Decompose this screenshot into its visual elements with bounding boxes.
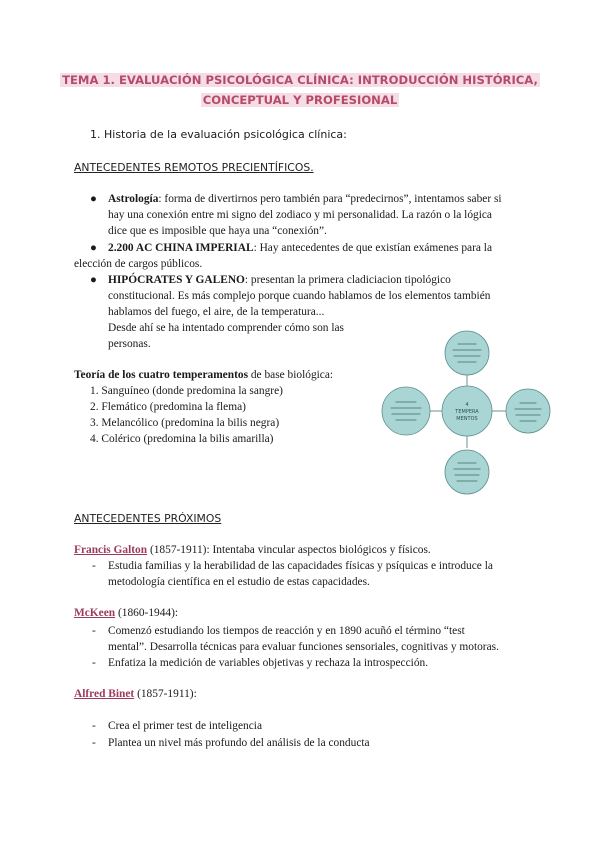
temperament-item: 1. Sanguíneo (donde predomina la sangre)	[90, 385, 283, 397]
dash-marker: -	[92, 720, 96, 732]
galton-rest: (1857-1911): Intentaba vincular aspectos biológicos y físicos.	[147, 544, 431, 556]
binet-bullet-1: Crea el primer test de inteligencia	[108, 720, 263, 732]
china-line-1-text: : Hay antecedentes de que existían exámenes para la	[253, 242, 493, 254]
mckeen-bullet-1	[108, 623, 568, 655]
title-line-2: CONCEPTUAL Y PROFESIONAL	[202, 93, 398, 107]
diagram-center-label: MENTOS	[456, 416, 478, 422]
diagram-center-label: 4	[465, 402, 469, 408]
astrology-line-1: : forma de divertirnos pero también para “predecirnos”, intentamos saber si	[158, 193, 502, 205]
galton-bullet-1-line-1: Estudia familias y la herabilidad de las capacidades físicas y psíquicas e introduce la	[108, 560, 493, 572]
dash-marker: -	[92, 560, 96, 572]
mckeen-name-link[interactable]: McKeen	[74, 607, 116, 619]
temperaments-heading	[74, 367, 333, 383]
history-heading: 1. Historia de la evaluación psicológica clínica:	[90, 128, 347, 141]
astrology-paragraph	[108, 191, 568, 239]
section-remote-heading: ANTECEDENTES REMOTOS PRECIENTÍFICOS.	[74, 161, 314, 174]
diagram-node-top	[445, 331, 489, 375]
dash-marker: -	[92, 657, 96, 669]
temperament-item: 3. Melancólico (predomina la bilis negra)	[90, 417, 280, 429]
hippocrates-line-3: hablamos del fuego, el aire, de la temperatura...	[108, 306, 325, 318]
astrology-term: Astrología	[108, 193, 159, 205]
mckeen-rest: (1860-1944):	[115, 607, 179, 619]
hippocrates-line-1: : presentan la primera cladiciacion tipológico	[244, 274, 451, 286]
china-line-1	[108, 240, 492, 256]
dash-marker: -	[92, 625, 96, 637]
diagram-center-label: TEMPERA	[455, 409, 479, 415]
mckeen-heading	[74, 605, 178, 621]
astrology-line-3: dice que es imposible que haya una “conexión”.	[108, 225, 327, 237]
binet-name-link[interactable]: Alfred Binet	[74, 688, 135, 700]
binet-rest: (1857-1911):	[134, 688, 197, 700]
section-proximate-heading: ANTECEDENTES PRÓXIMOS	[74, 512, 222, 525]
hippocrates-term: HIPÓCRATES Y GALENO	[108, 274, 245, 286]
temperament-item: 2. Flemático (predomina la flema)	[90, 401, 246, 413]
temperaments-rest: de base biológica:	[248, 369, 334, 381]
diagram-node-bottom	[445, 450, 489, 494]
binet-heading	[74, 686, 197, 702]
binet-bullet-2: Plantea un nivel más profundo del análisis de la conducta	[108, 737, 370, 749]
dash-marker: -	[92, 737, 96, 749]
temperaments-diagram	[372, 326, 562, 496]
galton-name-link[interactable]: Francis Galton	[74, 544, 148, 556]
china-term: 2.200 AC CHINA IMPERIAL	[108, 242, 254, 254]
hippocrates-line-2: constitucional. Es más complejo porque cuando hablamos de los elementos también	[108, 290, 491, 302]
hippocrates-line-4: Desde ahí se ha intentado comprender cómo son las	[108, 322, 344, 334]
title-line-1: TEMA 1. EVALUACIÓN PSICOLÓGICA CLÍNICA: INTRODUCCIÓN HISTÓRICA,	[62, 73, 538, 87]
temperament-item: 4. Colérico (predomina la bilis amarilla)	[90, 433, 274, 445]
page-title	[40, 70, 560, 110]
mckeen-bullet-1-line-2: mental”. Desarrolla técnicas para evaluar funciones sensoriales, cognitivas y motoras.	[108, 641, 499, 653]
galton-bullet-1-line-2: metodología científica en el estudio de estas capacidades.	[108, 576, 370, 588]
bullet-dot: ●	[90, 242, 97, 254]
china-line-2: elección de cargos públicos.	[74, 258, 203, 270]
mckeen-bullet-1-line-1: Comenzó estudiando los tiempos de reacción y en 1890 acuñó el término “test	[108, 625, 465, 637]
hippocrates-line-5: personas.	[108, 338, 151, 350]
galton-bullet-1	[108, 558, 568, 590]
diagram-node-left	[382, 387, 430, 435]
mckeen-bullet-2: Enfatiza la medición de variables objetivas y rechaza la introspección.	[108, 657, 429, 669]
bullet-dot: ●	[90, 274, 97, 286]
astrology-line-2: hay una conexión entre mi signo del zodiaco y mi personalidad. La razón o la lógica	[108, 209, 492, 221]
temperaments-term: Teoría de los cuatro temperamentos	[74, 369, 248, 381]
bullet-dot: ●	[90, 193, 97, 205]
diagram-node-right	[506, 389, 550, 433]
galton-heading	[74, 542, 431, 558]
